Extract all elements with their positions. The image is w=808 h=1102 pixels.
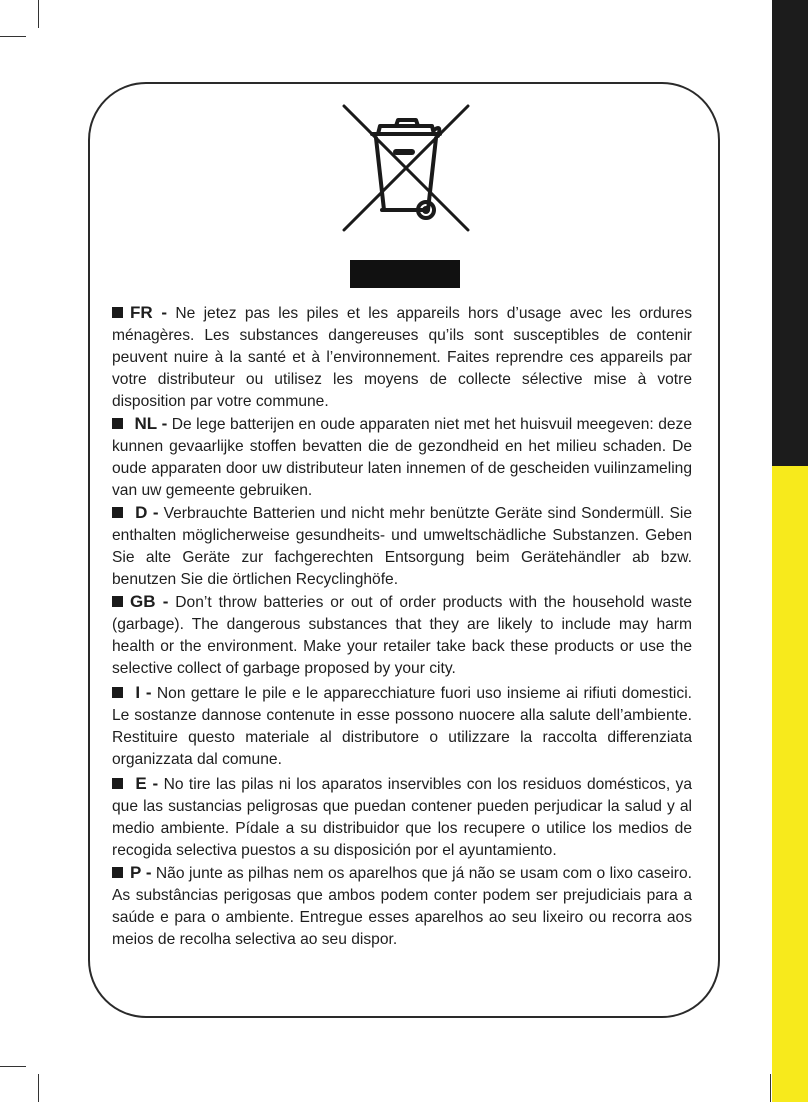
- bullet-square-icon: [112, 307, 123, 318]
- crop-mark: [770, 1074, 771, 1102]
- section-i: [112, 682, 692, 771]
- section-text: Verbrauchte Batterien und nicht mehr benützte Geräte sind Sondermüll. Sie enthalten möglicherweise gesundheits- und umweltschädliche Substanzen. Geben Sie alte Geräte zur fachgerechten Entsorgung beim Gerätehändler ab bzw. benutzen Sie die örtlichen Recyclinghöfe.: [112, 505, 692, 588]
- crop-mark: [38, 0, 39, 28]
- section-gb: [112, 591, 692, 680]
- section-nl: [112, 413, 692, 502]
- section-fr: [112, 302, 692, 413]
- section-text: Non gettare le pile e le apparecchiature fuori uso insieme ai rifiuti domestici. Le sostanze dannose contenute in esse possono nuocere alla salute dell’ambiente. Restituire questo materiale al distributore o utilizzare la raccolta differenziata organizzata dal comune.: [112, 685, 692, 768]
- section-e: [112, 773, 692, 862]
- language-code: I -: [135, 683, 152, 702]
- bullet-square-icon: [112, 687, 123, 698]
- notice-text: [112, 302, 692, 951]
- bullet-square-icon: [112, 596, 123, 607]
- bullet-square-icon: [112, 778, 123, 789]
- crop-mark: [0, 1066, 26, 1067]
- section-text: Ne jetez pas les piles et les appareils hors d’usage avec les ordures ménagères. Les substances dangereuses qu’ils sont susceptibles de contenir peuvent nuire à la santé et à l’environnement. Faites reprendre ces appareils par votre distributeur ou utilisez les moyens de collecte sélective mise à votre disposition par votre commune.: [112, 305, 692, 410]
- separator-bar: [350, 260, 460, 288]
- bullet-square-icon: [112, 507, 123, 518]
- crop-mark: [38, 1074, 39, 1102]
- language-code: GB -: [130, 592, 169, 611]
- side-strip-yellow: [772, 466, 808, 1102]
- section-text: No tire las pilas ni los aparatos inservibles con los residuos domésticos, ya que las sustancias peligrosas que puedan contener pueden perjudicar la salud y al medio ambiente. Pídale a su distribuidor que los recupere o utilice los medios de recogida selectiva puestos a su disposición por el ayuntamiento.: [112, 776, 693, 859]
- language-code: FR -: [130, 303, 168, 322]
- language-code: D -: [135, 503, 159, 522]
- section-text: De lege batterijen en oude apparaten niet met het huisvuil meegeven: deze kunnen gevaarlijke stoffen bevatten die de gezondheid en het milieu schaden. De oude apparaten door uw distributeur laten innemen of de gescheiden vuilinzameling van uw gemeente gebruiken.: [112, 416, 693, 499]
- bullet-square-icon: [112, 867, 123, 878]
- section-p: [112, 862, 692, 951]
- section-text: Não junte as pilhas nem os aparelhos que já não se usam com o lixo caseiro. As substâncias perigosas que ambos podem conter podem ser prejudiciais para a saúde e para o ambiente. Entregue esses aparelhos ao seu lixeiro ou recorra aos meios de recolha selectiva ao seu dispor.: [112, 865, 692, 948]
- crossed-out-wheelie-bin-icon: [332, 100, 478, 236]
- section-d: [112, 502, 692, 591]
- section-text: Don’t throw batteries or out of order products with the household waste (garbage). The dangerous substances that they are likely to include may harm health or the environment. Make your retailer take back these products or use the selective collect of garbage proposed by your city.: [112, 594, 693, 677]
- bullet-square-icon: [112, 418, 123, 429]
- side-strip-black: [772, 0, 808, 466]
- crop-mark: [0, 36, 26, 37]
- language-code: E -: [135, 774, 159, 793]
- language-code: NL -: [134, 414, 168, 433]
- language-code: P -: [130, 863, 152, 882]
